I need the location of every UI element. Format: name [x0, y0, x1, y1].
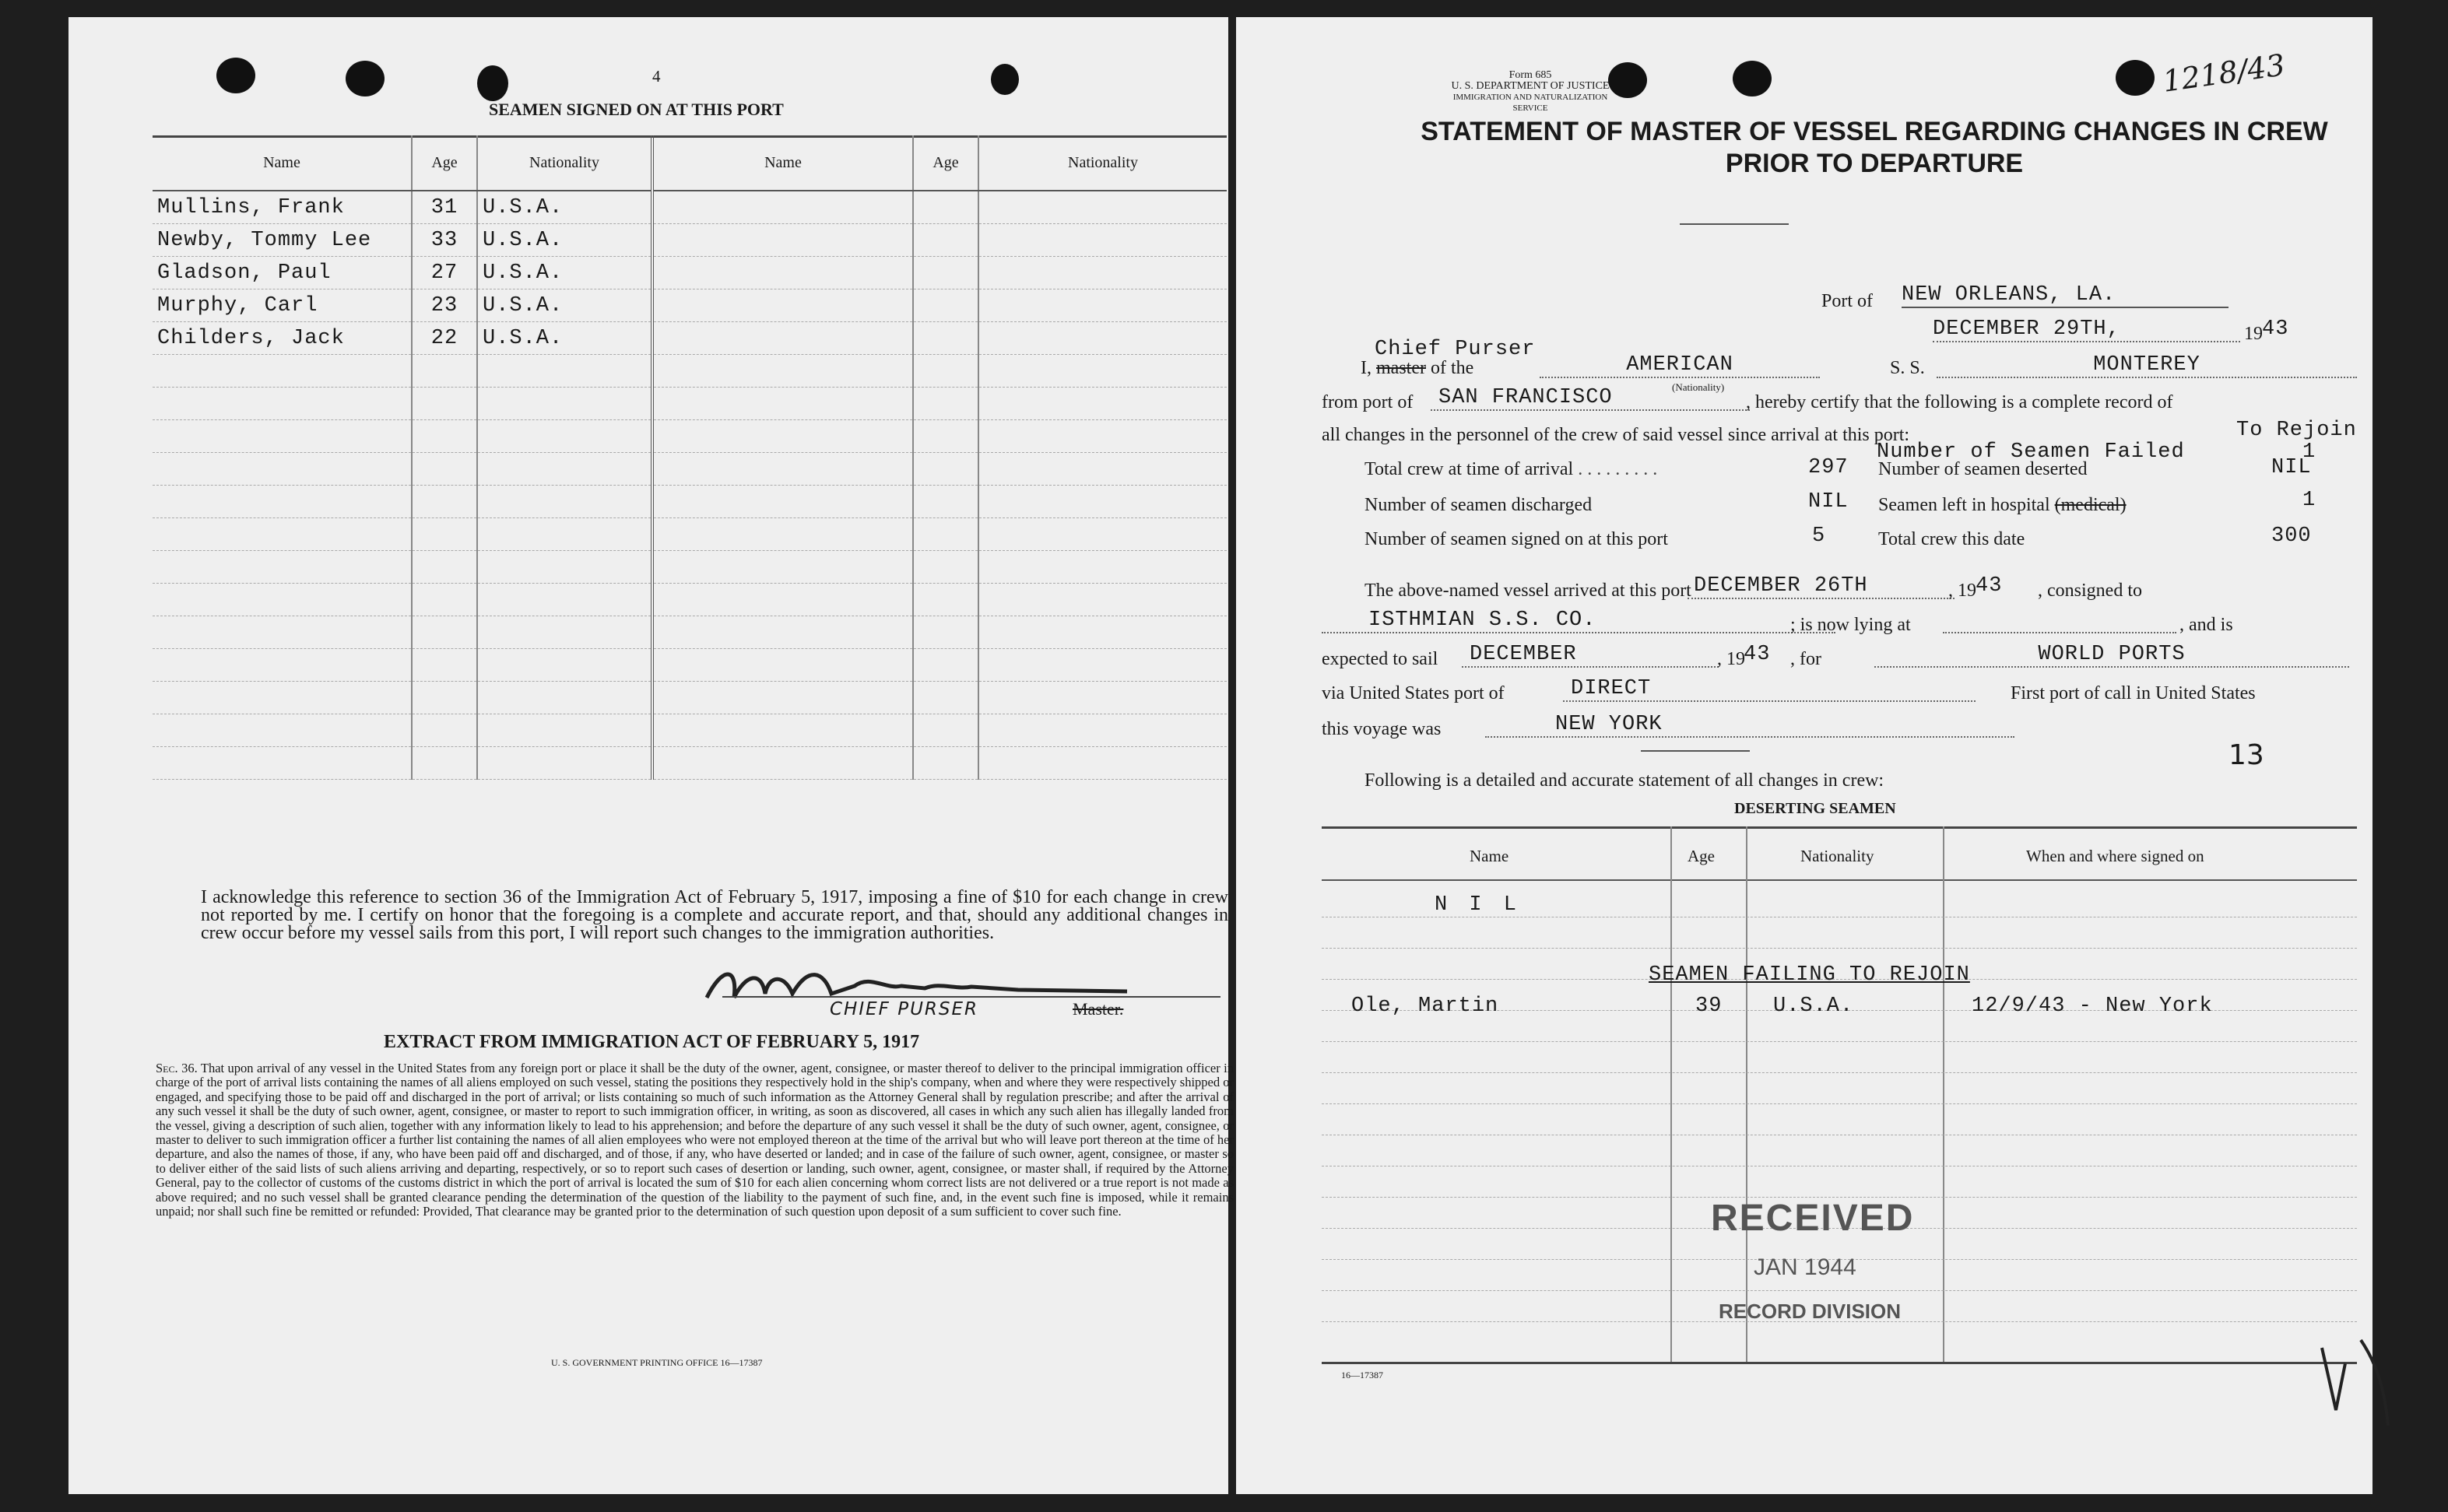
cell-empty: [978, 420, 1227, 453]
deserting-value: N I L: [1435, 893, 1522, 917]
table-row: [153, 355, 1227, 388]
cell-empty: [652, 714, 913, 747]
failing-heading: SEAMEN FAILING TO REJOIN: [1649, 963, 1970, 987]
table-row: [153, 224, 1227, 257]
failed-note: Number of Seamen Failed: [1877, 440, 2185, 464]
following-label: Following is a detailed and accurate statement of all changes in crew:: [1364, 770, 1884, 791]
col-divider: [1943, 826, 1944, 1362]
deserted-label: Number of seamen deserted: [1878, 459, 2088, 479]
extract-lead: Sec. 36.: [156, 1061, 198, 1075]
cell-empty: [913, 682, 978, 714]
acknowledgment-text: I acknowledge this reference to section 36 of the Immigration Act of February 5, 1917, imposing a fine of $10 for each change in crew not reported by me. I certify on honor that the foregoing is a complete and accurate report, and that, should any additional changes in crew occur before my vessel sails from this port, I will report such changes to the immigration authorities.: [201, 887, 1228, 943]
cell-empty: [652, 355, 913, 388]
cell-empty: [652, 747, 913, 780]
hospital-struck: (medical): [2054, 495, 2127, 515]
signature-line: [722, 996, 1220, 998]
cell-empty: [652, 584, 913, 616]
certify-line: [1361, 358, 1473, 379]
lying-value: [1943, 632, 2176, 633]
for-label: , for: [1790, 649, 1821, 669]
voyage-label: this voyage was: [1322, 719, 1442, 739]
cell-name: Childers, Jack: [153, 322, 412, 355]
table-row: [153, 584, 1227, 616]
cell-age: [412, 714, 477, 747]
cell-empty: [652, 224, 913, 257]
table-row: [153, 191, 1227, 224]
cell-empty: [978, 649, 1227, 682]
cell-empty: [913, 747, 978, 780]
cell-empty: [978, 322, 1227, 355]
failing-age: 39: [1695, 995, 1723, 1018]
hospital-label: Seamen left in hospital: [1878, 495, 2050, 515]
cell-age: 22: [412, 322, 477, 355]
cell-age: [412, 584, 477, 616]
cell-nationality: [477, 682, 652, 714]
lying-label: ; is now lying at: [1790, 615, 1911, 635]
cell-nationality: [477, 355, 652, 388]
col-header-age-2: Age: [913, 135, 978, 191]
voyage-rule: [1641, 750, 1750, 752]
failed-value: 1: [2302, 440, 2316, 464]
col-header-age: Age: [1688, 847, 1715, 865]
cell-empty: [978, 388, 1227, 420]
row-rule: [1322, 1072, 2357, 1073]
cell-empty: [913, 486, 978, 518]
cell-nationality: [477, 420, 652, 453]
cell-age: [412, 355, 477, 388]
nationality-value: AMERICAN: [1540, 353, 1820, 378]
cell-nationality: [477, 551, 652, 584]
total-date-label: Total crew this date: [1878, 529, 2025, 549]
cell-empty: [652, 518, 913, 551]
cell-name: Murphy, Carl: [153, 289, 412, 322]
date-value: DECEMBER 29TH,: [1933, 317, 2240, 342]
cell-name: [153, 682, 412, 714]
extract-title: EXTRACT FROM IMMIGRATION ACT OF FEBRUARY 5, 1917: [384, 1032, 920, 1052]
cell-empty: [978, 486, 1227, 518]
port-label: Port of: [1821, 291, 1873, 311]
cell-empty: [652, 191, 913, 224]
col-header-age: Age: [412, 135, 477, 191]
voyage-value: NEW YORK: [1485, 713, 2014, 738]
sail-year: 43: [1744, 643, 1771, 666]
cell-nationality: [477, 453, 652, 486]
col-header-nationality-2: Nationality: [978, 135, 1227, 191]
form-title-line2: PRIOR TO DEPARTURE: [1725, 149, 2024, 178]
cell-empty: [978, 355, 1227, 388]
from-port-value: SAN FRANCISCO: [1431, 386, 1750, 411]
cell-name: [153, 355, 412, 388]
cell-age: 27: [412, 257, 477, 289]
page-number: 4: [652, 67, 661, 86]
cell-name: [153, 453, 412, 486]
cell-empty: [652, 420, 913, 453]
extract-body: [156, 1061, 1234, 1219]
form-title-line1: STATEMENT OF MASTER OF VESSEL REGARDING CHANGES IN CREW: [1421, 117, 2328, 146]
consignee-value: ISTHMIAN S.S. CO.: [1322, 609, 1835, 633]
cell-empty: [652, 486, 913, 518]
left-page: [68, 17, 1234, 1494]
extract-text: That upon arrival of any vessel in the United States from any foreign port or place it shall be the duty of the owner, agent, consignee, or master thereof to deliver to the principal immigration officer in charge of the port of arrival lists containing the names of all aliens employed on such vessel, stating the positions they respectively hold in the ship's company, when and where they were respectively shipped or engaged, and specifying those to be paid off and discharged in the port of arrival; or lists containing so much of such information as the Attorney General shall by regulation prescribe; and after the arrival of any such vessel it shall be the duty of such owner, agent, consignee, or master to report to such immigration officer, in writing, as soon as discovered, all cases in which any such alien has illegally landed from the vessel, giving a description of such alien, together with any information likely to lead to his apprehension; and before the departure of any such vessel it shall be the duty of such owner, agent, consignee, or master to deliver to such immigration officer a further list containing the names of all alien employees who were not employed thereon at the time of the arrival but who will leave port thereon at the time of her departure, and also the names of those, if any, who have been paid off and discharged, and of those, if any, who have deserted or landed; and in case of the failure of such owner, agent, consignee, or master so to deliver either of the said lists of such aliens arriving and departing, respectively, or so to report such cases of desertion or landing, such owner, agent, consignee, or master shall, if required by the Attorney General, pay to the collector of customs of the customs district in which the port of arrival is located the sum of $10 for each alien concerning whom correct lists are not delivered or a true report is not made as above required; and no such vessel shall be granted clearance pending the determination of the question of the liability to the payment of such fine, and, in the event such fine is imposed, while it remains unpaid; nor shall such fine be remitted or refunded: Provided, That clearance may be granted prior to the determination of such question upon deposit of a sum sufficient to cover such fine.: [156, 1061, 1234, 1219]
cell-empty: [978, 584, 1227, 616]
cell-empty: [652, 616, 913, 649]
consigned-label: , consigned to: [2038, 581, 2142, 601]
discharged-value: NIL: [1808, 490, 1849, 514]
punch-hole: [477, 65, 508, 101]
and-is-label: , and is: [2179, 615, 2233, 635]
cell-empty: [913, 714, 978, 747]
cell-empty: [978, 551, 1227, 584]
cell-nationality: U.S.A.: [477, 224, 652, 257]
certify-text: , hereby certify that the following is a complete record of: [1746, 392, 2173, 412]
cell-age: [412, 616, 477, 649]
form-title: [1236, 117, 2448, 179]
table-row: [153, 747, 1227, 780]
cell-nationality: [477, 747, 652, 780]
cell-empty: [913, 584, 978, 616]
changes-bottom-rule: [1322, 1362, 2357, 1364]
handwritten-mark: [2314, 1332, 2408, 1441]
expected-label: expected to sail: [1322, 649, 1438, 669]
cell-empty: [978, 682, 1227, 714]
cell-empty: [913, 224, 978, 257]
cell-age: [412, 388, 477, 420]
cell-empty: [978, 453, 1227, 486]
cell-name: [153, 649, 412, 682]
cell-nationality: [477, 388, 652, 420]
from-port-label: from port of: [1322, 392, 1414, 412]
master-struck: master: [1376, 358, 1426, 378]
arrived-year-prefix: , 19: [1948, 581, 1976, 601]
cell-empty: [652, 388, 913, 420]
failing-signed-on: 12/9/43 - New York: [1972, 995, 2213, 1018]
total-date-value: 300: [2271, 524, 2312, 548]
cell-empty: [913, 322, 978, 355]
cell-age: 33: [412, 224, 477, 257]
cell-empty: [978, 224, 1227, 257]
col-header-name: Name: [1470, 847, 1509, 865]
cell-age: [412, 453, 477, 486]
cell-name: [153, 584, 412, 616]
cell-nationality: U.S.A.: [477, 289, 652, 322]
cell-age: 23: [412, 289, 477, 322]
signature-title: CHIEF PURSER: [830, 999, 979, 1019]
ss-label: S. S.: [1890, 358, 1925, 378]
cell-empty: [978, 616, 1227, 649]
cell-empty: [913, 257, 978, 289]
table-row: [153, 388, 1227, 420]
first-port-label: First port of call in United States: [2011, 683, 2256, 703]
cell-age: [412, 486, 477, 518]
cell-empty: [978, 714, 1227, 747]
cell-nationality: [477, 486, 652, 518]
service: IMMIGRATION AND NATURALIZATION SERVICE: [1452, 93, 1608, 113]
punch-hole: [1733, 61, 1772, 96]
punch-hole: [346, 61, 385, 96]
of-the-label: of the: [1430, 358, 1474, 378]
officer-title: Chief Purser: [1375, 338, 1536, 361]
cell-empty: [978, 257, 1227, 289]
cell-nationality: [477, 649, 652, 682]
form-code: 16—17387: [1341, 1370, 1383, 1380]
table-row: [153, 322, 1227, 355]
cell-empty: [652, 453, 913, 486]
form-number: Form 685: [1508, 69, 1552, 81]
row-rule: [1322, 1103, 2357, 1104]
cell-nationality: U.S.A.: [477, 191, 652, 224]
all-changes-text: all changes in the personnel of the crew of said vessel since arrival at this port:: [1322, 425, 1910, 445]
cell-empty: [652, 322, 913, 355]
table-row: [153, 289, 1227, 322]
form-header: [1445, 70, 1616, 114]
nationality-caption: (Nationality): [1672, 381, 1725, 393]
via-value: DIRECT: [1563, 677, 1976, 702]
table-row: [153, 420, 1227, 453]
cell-name: Newby, Tommy Lee: [153, 224, 412, 257]
cell-empty: [913, 420, 978, 453]
changes-header-rule: [1322, 879, 2357, 881]
cell-name: [153, 551, 412, 584]
punch-hole: [2116, 60, 2155, 96]
cell-empty: [913, 289, 978, 322]
stamp-division: RECORD DIVISION: [1719, 1300, 1902, 1323]
signed-on-value: 5: [1812, 524, 1826, 548]
cell-name: [153, 486, 412, 518]
master-label: Master.: [1073, 999, 1124, 1019]
cell-name: [153, 388, 412, 420]
cell-nationality: [477, 518, 652, 551]
cell-age: [412, 518, 477, 551]
ship-value: MONTEREY: [1937, 353, 2357, 378]
cell-empty: [913, 616, 978, 649]
punch-hole: [216, 58, 255, 93]
col-header-name-2: Name: [652, 135, 913, 191]
failing-name: Ole, Martin: [1351, 995, 1499, 1018]
cell-nationality: [477, 584, 652, 616]
cell-age: [412, 420, 477, 453]
arrived-label: The above-named vessel arrived at this port: [1364, 581, 1691, 601]
total-arrival-value: 297: [1808, 456, 1849, 479]
i-label: I,: [1361, 358, 1372, 378]
table-row: [153, 518, 1227, 551]
cell-empty: [652, 682, 913, 714]
changes-top-rule: [1322, 826, 2357, 829]
deserting-heading: DESERTING SEAMEN: [1734, 800, 1896, 817]
total-arrival-label: Total crew at time of arrival: [1364, 459, 1574, 479]
deserted-value: NIL: [2271, 456, 2312, 479]
cell-name: Gladson, Paul: [153, 257, 412, 289]
cell-name: [153, 714, 412, 747]
cell-name: [153, 616, 412, 649]
signed-on-rows: [153, 191, 1227, 780]
year-value: 43: [2262, 317, 2289, 341]
table-row: [153, 486, 1227, 518]
cell-empty: [652, 551, 913, 584]
cell-age: [412, 649, 477, 682]
rejoin-note: To Rejoin: [2236, 419, 2357, 442]
table-row: [153, 551, 1227, 584]
cell-empty: [913, 453, 978, 486]
cell-name: [153, 747, 412, 780]
col-header-nationality: Nationality: [1800, 847, 1874, 865]
cell-age: [412, 747, 477, 780]
table-row: [153, 649, 1227, 682]
col-header-signed-on: When and where signed on: [2026, 847, 2204, 865]
row-rule: [1322, 1041, 2357, 1042]
cell-name: [153, 518, 412, 551]
sail-year-prefix: , 19: [1717, 649, 1745, 669]
hospital-value: 1: [2302, 489, 2316, 512]
cell-empty: [978, 518, 1227, 551]
cell-name: [153, 420, 412, 453]
cell-empty: [913, 518, 978, 551]
cell-empty: [652, 289, 913, 322]
arrived-year: 43: [1976, 574, 2003, 598]
cell-nationality: U.S.A.: [477, 322, 652, 355]
department: U. S. DEPARTMENT OF JUSTICE: [1451, 80, 1610, 92]
cell-age: 31: [412, 191, 477, 224]
row-rule: [1322, 1290, 2357, 1291]
failing-nationality: U.S.A.: [1773, 995, 1854, 1018]
section-heading: SEAMEN SIGNED ON AT THIS PORT: [489, 100, 784, 119]
discharged-label: Number of seamen discharged: [1364, 495, 1593, 515]
cell-nationality: U.S.A.: [477, 257, 652, 289]
table-row: [153, 616, 1227, 649]
col-header-name: Name: [153, 135, 412, 191]
total-arrival-row: Total crew at time of arrival . . . . . . . . .: [1364, 459, 1658, 479]
table-row: [153, 453, 1227, 486]
cell-name: Mullins, Frank: [153, 191, 412, 224]
cell-empty: [978, 747, 1227, 780]
sail-value: DECEMBER: [1462, 643, 1719, 668]
punch-hole: [991, 64, 1019, 95]
cell-empty: [913, 388, 978, 420]
cell-nationality: [477, 714, 652, 747]
title-rule: [1680, 223, 1789, 225]
cell-empty: [652, 649, 913, 682]
cell-empty: [978, 289, 1227, 322]
stamp-received: RECEIVED: [1711, 1198, 1915, 1239]
col-divider: [1670, 826, 1672, 1362]
destination-value: WORLD PORTS: [1874, 643, 2349, 668]
cell-empty: [913, 355, 978, 388]
cell-empty: [978, 191, 1227, 224]
col-header-nationality: Nationality: [477, 135, 652, 191]
hospital-row: [1878, 495, 2127, 516]
table-row: [153, 257, 1227, 289]
cell-empty: [913, 191, 978, 224]
cell-empty: [913, 551, 978, 584]
cell-nationality: [477, 616, 652, 649]
cell-empty: [913, 649, 978, 682]
col-divider: [1746, 826, 1747, 1362]
year-prefix: 19: [2244, 324, 2263, 344]
cell-empty: [652, 257, 913, 289]
via-label: via United States port of: [1322, 683, 1505, 703]
port-value: NEW ORLEANS, LA.: [1902, 283, 2228, 308]
table-row: [153, 682, 1227, 714]
signed-on-label: Number of seamen signed on at this port: [1364, 529, 1668, 549]
row-rule: [1322, 948, 2357, 949]
cell-age: [412, 682, 477, 714]
printer-line: U. S. GOVERNMENT PRINTING OFFICE 16—17387: [551, 1357, 763, 1368]
table-row: [153, 714, 1227, 747]
signed-on-table: [153, 135, 1227, 780]
stamp-date: JAN 1944: [1754, 1254, 1856, 1280]
arrived-value: DECEMBER 26TH: [1688, 574, 1955, 599]
right-page: [1236, 17, 2372, 1494]
count-13: 13: [2228, 739, 2264, 771]
cell-age: [412, 551, 477, 584]
handwritten-reference: 1218/43: [2160, 47, 2288, 99]
